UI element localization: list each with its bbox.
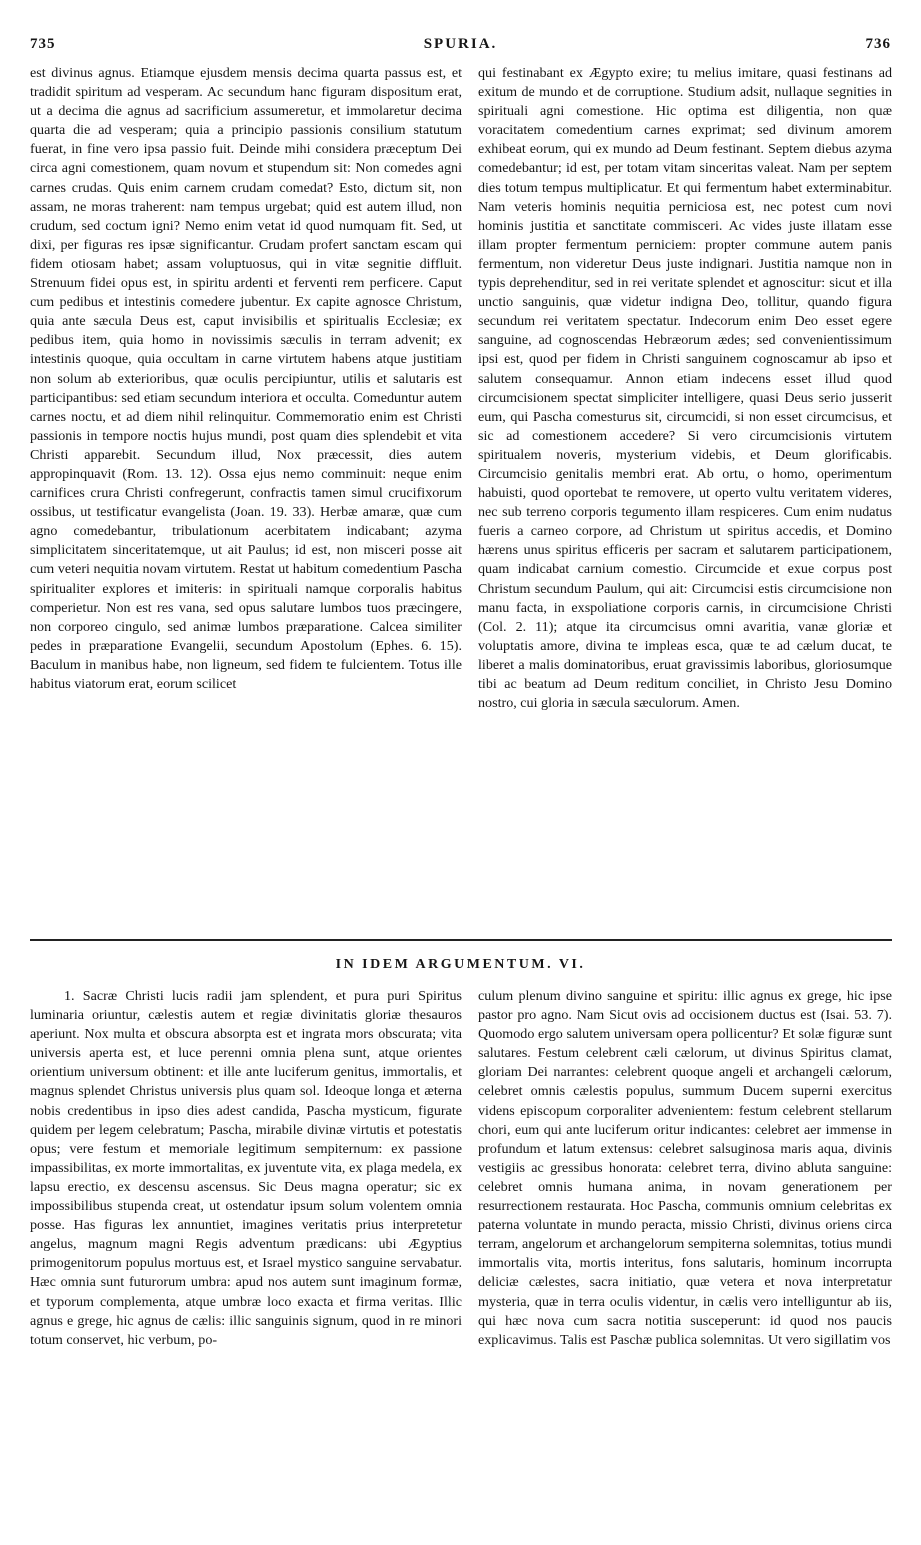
top-left-text: est divinus agnus. Etiamque ejusdem mensis decima quarta passus est, et tradidit spiritum ad vesperam. Ac secundum hanc figuram dispositum erat, ut a decima die agnus ad sacrificium assumeretur, et immolaretur decima quarta die ad vesperam; quia a principio passionis consilium statutum fuerat, in fine vero ipsa passio fuit. Deinde mihi considera præceptum Dei circa agni comestionem, quam novum et stupendum sit: Non comedes agni carnes crudas. Quis enim carnem crudam comedat? Esto, dictum sit, non assam, ne moras traherent: nam tempus urgebat; quid est autem illud, non crudum, sed coctum igni? Nemo enim vetat id quod numquam fit. Sed, ut dixi, per figuras res ipsæ significantur. Crudam profert sanctam escam qui fidem otiosam habet; assam voluptuosus, qui in vitæ segnitie diffluit. Strenuum fidei opus est, in spiritu ardenti et ferventi rem perficere. Caput cum pedibus et intestinis comedere jubentur. Ex capite agnosce Christum, quia ante sæcula Deus est, caput invisibilis et spiritualis Ecclesiæ; ex pedibus item, quia homo in novissimis sæculis in terram advenit; ex intestinis quoque, quia occultam in carne virtutem habens atque justitiam non solum ab exterioribus, quæ oculis percipiuntur, utilis et salutaris est participantibus: sed etiam secundum interiora et occulta. Comeduntur autem carnes noctu, et ad diem nihil relinquitur. Commemoratio enim est Christi passionis in tempore noctis hujus mundi, post quam dies splendebit et vita Christi apparebit. Secundum illud, Nox præcessit, dies autem appropinquavit (Rom. 13. 12). Ossa ejus nemo comminuit: neque enim carnifices crura Christi confregerunt, confractis tamen simul crucifixorum ossibus, ut testificatur evangelista (Joan. 19. 33). Herbæ amaræ, quæ cum agno comedebantur, tribulationum acerbitatem indicabant; azyma simplicitatem sinceritatemque, ut ait Paulus; id est, non misceri posse ait cum veteri nequitia novam virtutem. Restat ut habitum comedentium Pascha spiritualiter explores et imiteris: in spirituali namque corporalis habitus comperietur. Non est res vana, sed opus salutare lumbos tuos præcingere, non corporeo cingulo, sed animæ lumbos præparatione. Calcea similiter pedes in præparatione Evangelii, secundum Apostolum (Ephes. 6. 15). Baculum in manibus habe, non ligneum, sed fidem te fulcientem. Totus ille habitus viatorum erat, eorum scilicet <box>30 65 462 692</box>
bottom-right-column <box>478 987 892 1507</box>
bottom-left-text: 1. Sacræ Christi lucis radii jam splendent, et pura puri Spiritus luminaria oriuntur, cælestis autem et regiæ divinitatis gloriæ thesauros aperiunt. Nox multa et obscura absorpta est et ingrata mors obscurata; vita universis aperta est, et luce perenni omnia plena sunt, atque orientes orientium universum obtinent: et ille ante luciferum genitus, immortalis, et magnus splendet Christus universis plus quam sol. Ideoque longa et æterna nobis credentibus in ipso dies adest candida, Pascha mysticum, figurate quidem per legem celebratum; Pascha, mirabile divinæ virtutis et potestatis opus; vere festum et memoriale legitimum sempiternum: ex passione impassibilitas, ex morte immortalitas, ex juventute vita, ex plaga medela, ex lapsu erectio, ex descensu ascensus. Sic Deus magna operatur; sic ex impossibilibus stupenda creat, ut ostendatur ipsum solum volentem omnia posse. Has figuras lex annuntiet, imagines veritatis prius interpretetur angelus, magnum magni Regis adventum prædicans: ubi Ægyptius primogenitorum populus mortuus est, et Israel mystico sanguine servabatur. Hæc omnia sunt futurorum umbra: apud nos autem sunt imaginum formæ, et typorum complementa, atque umbræ loco exacta et firma veritas. Illic agnus e grege, hic agnus de cælis: illic sanguinis signum, quod in re minori totum conservet, hic verbum, po- <box>30 988 462 1348</box>
section-title: IN IDEM ARGUMENTUM. VI. <box>335 957 586 972</box>
left-page-number: 735 <box>30 36 56 52</box>
running-title: SPURIA. <box>423 36 498 52</box>
section-divider <box>30 939 892 941</box>
running-head <box>0 0 921 64</box>
right-page-number: 736 <box>865 36 891 52</box>
top-right-text: qui festinabant ex Ægypto exire; tu melius imitare, quasi festinans ad exitum de mundo et de corruptione. Studium adsit, nullaque segnities in spirituali agni comestione. Hic optima est diligentia, non quæ voracitatem comedentium carnes exprimat; sed divinum amorem exhibeat eorum, qui ex mundo ad Deum festinant. Septem diebus azyma comedebantur; id est, per totam vitam sinceritas valeat. Nam per septem dies totum tempus multiplicatur. Et qui fermentum habet exterminabitur. Nam veteris hominis nequitia perniciosa est, nec potest cum novi hominis justitia et sanctitate commisceri. Ac vides juste illatam esse illam propter fermentum perniciem: propter commune autem panis fermentum, non videretur Deus juste indignari. Justitia namque non in typis deprehenditur, sed in rei veritate splendet et agnoscitur: sicut et illa unctio sanguinis, quæ videtur indigna Deo, tollitur, quando figura secundum rei veritatem spectatur. Indecorum enim Deo esset egere sanguine, ad cognoscendas Hebræorum ædes; sed convenientissimum ipsi est, quod per fidem in Christi sanguinem cognoscamur ab ipso et salutem consequamur. Annon etiam indecens esset illud quod circumcisionem spectat simpliciter intelligere, quasi Deus serio jusserit eum, qui Pascha comesturus sit, circumcidi, si non esset circumcisus, et sic ad comestionem accedere? Si vero circumcisionis virtutem spiritualem noveris, mysterium videbis, et Deum glorificabis. Circumcisio genitalis membri erat. Ab ortu, o homo, operimentum habuisti, quod oportebat te removere, ut operto vultu veritatem videres, nec sub terreno corporis tegumento illam respiceres. Cum enim nudatus fueris a carneo corpore, ad Christum ut spiritus accedis, et Domino hærens unus spiritus efficeris per sacram et salutarem participationem, quam indicabat carnium comestio. Circumcide et exue corpus post Christum secundum Paulum, qui ait: Circumcisi estis circumcisione non manu facta, in exspoliatione corporis carnis, in circumcisione Christi (Col. 2. 11); atque ita circumcisus omni avaritia, vanæ gloriæ et voluptatis amore, divina te impleas esca, quæ te ad cælum ducat, te liberet a malis dominatoribus, eruat gravissimis laboribus, gloriosumque tibi ac beatum ad Deum reditum conciliet, in Christo Jesu Domino nostro, cui gloria in sæcula sæculorum. Amen. <box>478 65 892 712</box>
top-right-column <box>478 64 892 924</box>
bottom-right-text: culum plenum divino sanguine et spiritu: illic agnus ex grege, hic ipse pastor pro agno. Nam Sicut ovis ad occisionem ductus est (Isai. 53. 7). Quomodo ergo salutem universam opera pollicentur? Et solæ figuræ sunt salutares. Festum celebrent cæli cælorum, ut divinus Spiritus clamat, gloriam Dei narrantes: celebrent quoque angeli et archangeli cælorum, celebret omnis cælestis populus, summum Ducem superni exercitus videns episcopum corporaliter advenientem: festum celebrent stellarum chori, eum qui ante luciferum oritur indicantes: celebret aer immense in profundum et latum extensus: celebret salsuginosa maris aqua, divinis vestigiis ac gressibus honorata: celebret terra, divino abluta sanguine: celebret omnis humana anima, in novam generationem per resurrectionem restaurata. Hoc Pascha, communis omnium celebritas ex paterna voluntate in mundo peracta, missio Christi, divinus oriens circa terram, angelorum et archangelorum sempiterna solemnitas, totius mundi immortalis vita, mortis interitus, fons salutaris, hominum incorrupta deliciæ cælestes, sacra initiatio, quæ vetera et nova interpretatur mysteria, quæ in terra oculis videntur, in cælis vero intelliguntur ab iis, qui hæc nova cum sacra notitia susceperunt: id quod nos paucis explicavimus. Talis est Paschæ publica solemnitas. Ut vero sigillatim vos <box>478 988 892 1348</box>
bottom-left-column <box>30 987 462 1507</box>
top-left-column <box>30 64 462 924</box>
